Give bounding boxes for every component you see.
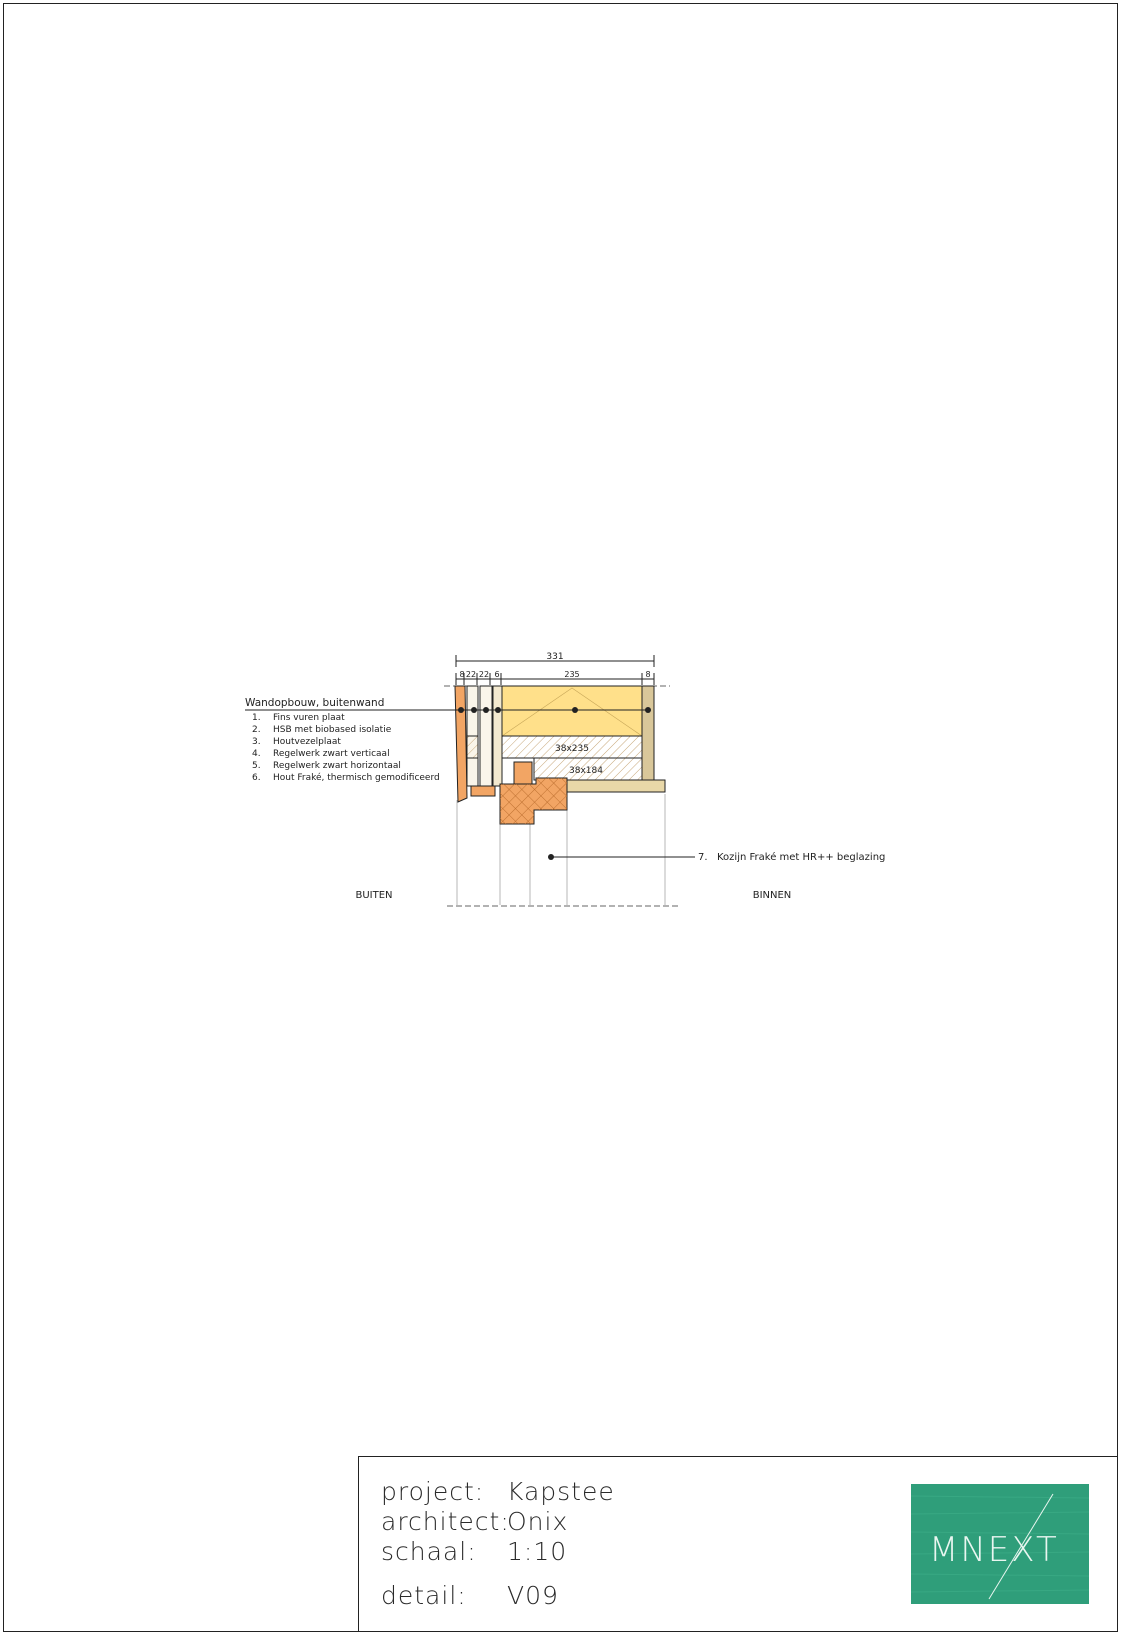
frake-drip	[471, 786, 495, 796]
legend-items	[252, 713, 440, 783]
layer-houtvezelplaat	[480, 686, 492, 786]
callout-7-num: 7.	[698, 852, 708, 863]
callout-7-dot	[548, 854, 554, 860]
project-value: Kapstee	[507, 1477, 615, 1506]
scale-value: 1:10	[507, 1537, 568, 1566]
legend-text-2: HSB met biobased isolatie	[273, 725, 392, 735]
frake-frame-hatch	[500, 778, 567, 824]
legend-num-6: 6.	[252, 773, 261, 783]
legend-num-5: 5.	[252, 761, 261, 771]
dimension-sub	[456, 670, 654, 685]
dim-22-a: 22	[465, 670, 477, 679]
dim-235: 235	[564, 670, 580, 679]
architect-row	[381, 1507, 569, 1536]
sill-board	[567, 780, 665, 792]
architect-value: Onix	[507, 1507, 569, 1536]
detail-key: detail:	[381, 1581, 467, 1610]
scale-key: schaal:	[381, 1537, 477, 1566]
layer-fins-vuren-plaat	[455, 686, 467, 802]
dim-6: 6	[494, 670, 500, 679]
legend-title: Wandopbouw, buitenwand	[245, 697, 385, 709]
inside-label: BINNEN	[752, 890, 792, 901]
project-key: project:	[381, 1477, 485, 1506]
dim-331-label: 331	[546, 652, 564, 662]
outside-label: BUITEN	[355, 890, 393, 901]
layer-hsb-insulation	[502, 686, 642, 736]
project-row	[381, 1477, 615, 1506]
dim-8-left: 8	[459, 670, 465, 679]
architect-key: architect:	[381, 1507, 510, 1536]
dim-22-b: 22	[478, 670, 490, 679]
layer-regelwerk	[493, 686, 502, 786]
detail-value: V09	[507, 1581, 559, 1610]
inner-plate	[642, 686, 654, 780]
legend-num-1: 1.	[252, 713, 261, 723]
legend-text-3: Houtvezelplaat	[273, 737, 341, 747]
legend-text-6: Hout Fraké, thermisch gemodificeerd	[273, 773, 440, 783]
frake-small-block	[514, 762, 532, 786]
mnext-logo	[911, 1484, 1089, 1604]
legend-text-5: Regelwerk zwart horizontaal	[273, 761, 401, 771]
legend-num-2: 2.	[252, 725, 261, 735]
detail-row	[381, 1581, 559, 1610]
batten-hatched	[467, 736, 478, 758]
scale-row	[381, 1537, 568, 1566]
callout-7-text: Kozijn Fraké met HR++ beglazing	[717, 852, 886, 863]
dimension-overall	[456, 652, 654, 667]
logo-text: MNEXT	[929, 1530, 1059, 1570]
dim-8-right: 8	[645, 670, 651, 679]
legend-num-4: 4.	[252, 749, 261, 759]
legend-num-3: 3.	[252, 737, 261, 747]
member-38x184-label: 38x184	[569, 766, 603, 776]
legend-text-4: Regelwerk zwart verticaal	[273, 749, 390, 759]
member-38x235-label: 38x235	[555, 744, 589, 754]
legend-text-1: Fins vuren plaat	[273, 713, 345, 723]
